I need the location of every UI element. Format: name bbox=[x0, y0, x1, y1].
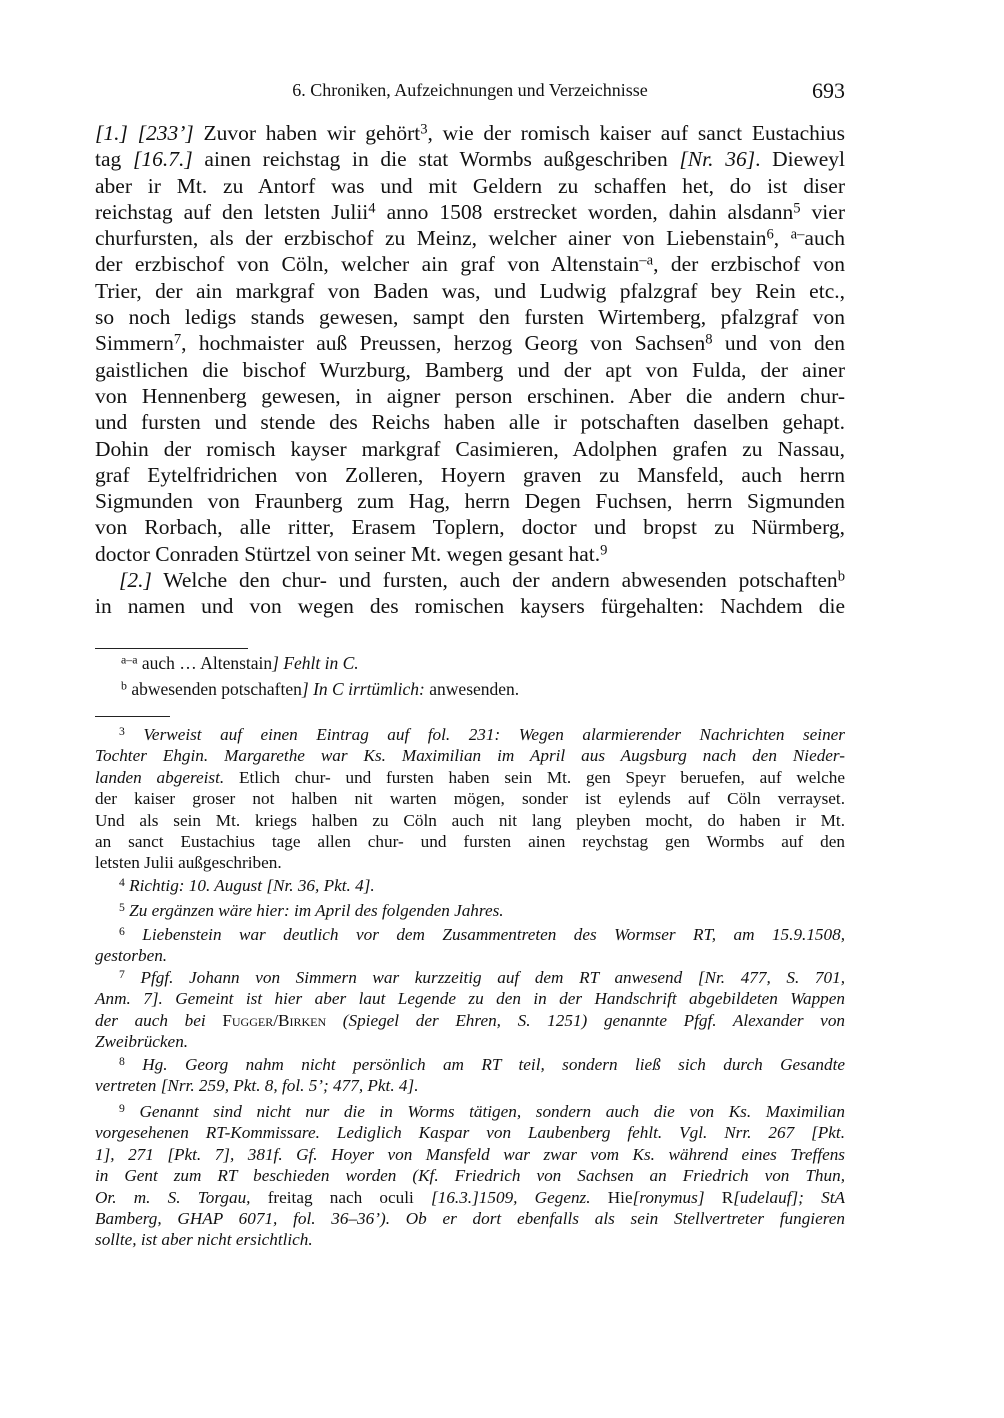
footnote-7 bbox=[95, 967, 845, 1053]
text-line bbox=[95, 745, 845, 766]
text-segment: Liebenstein war deutlich vor dem Zusammentreten des Wormser RT, am 15.9.1508, bbox=[142, 925, 846, 944]
text-segment: [16.7.] bbox=[132, 147, 193, 172]
text-segment: [ronymus] bbox=[632, 1187, 705, 1207]
text-segment: abwesenden potschaften bbox=[126, 679, 302, 699]
text-segment: churfursten, als der erzbischof zu Meinz, welcher ainer von Liebenstain bbox=[95, 226, 767, 251]
footnote-5 bbox=[95, 900, 845, 921]
note-reference: 4 bbox=[119, 875, 125, 889]
text-line bbox=[95, 488, 845, 514]
text-segment: Or. m. S. Torgau, bbox=[95, 1187, 251, 1207]
text-segment: Genannt sind nicht nur die in Worms tätigen, sondern auch die von Ks. Maximilian bbox=[139, 1102, 845, 1121]
note-reference: 3 bbox=[420, 121, 428, 138]
text-segment: und von den bbox=[712, 331, 846, 356]
text-segment: Bamberg, GHAP 6071, fol. 36–36’). Ob er dort ebenfalls als sein Stellvertreter fungieren bbox=[95, 1208, 845, 1228]
text-segment: graf Eytelfridrichen von Zolleren, Hoyern graven zu Mansfeld, auch herrn bbox=[95, 462, 845, 487]
text-line bbox=[95, 593, 845, 619]
text-segment: Und als sein Mt. kriegs halben zu Cöln auch nit lang pleyben mocht, do haben ir Mt. bbox=[95, 810, 845, 830]
text-line bbox=[95, 1101, 845, 1122]
text-line bbox=[95, 225, 845, 251]
text-line bbox=[95, 724, 845, 745]
text-segment: Trier, der ain markgraf von Baden was, und Ludwig pfalzgraf bey Rein etc., bbox=[95, 278, 845, 303]
text-segment: Richtig: 10. August [Nr. 36, Pkt. 4]. bbox=[129, 876, 375, 895]
note-reference: 9 bbox=[600, 542, 608, 559]
text-segment: ainen reichstag in die stat Wormbs außgeschriben bbox=[192, 147, 680, 172]
text-line bbox=[95, 945, 845, 966]
text-segment: so noch ledigs stands gewesen, sampt den fursten Wirtemberg, pfalzgraf von bbox=[95, 305, 845, 330]
text-line bbox=[95, 357, 845, 383]
text-segment: Tochter Ehgin. Margarethe war Ks. Maximilian im April aus Augsburg nach den Nieder- bbox=[95, 746, 845, 766]
note-reference: –a bbox=[639, 252, 654, 269]
text-line bbox=[95, 173, 845, 199]
text-line bbox=[95, 650, 845, 676]
text-line bbox=[95, 875, 845, 896]
text-line bbox=[95, 1165, 845, 1186]
text-line bbox=[95, 967, 845, 988]
text-line bbox=[95, 383, 845, 409]
text-segment: Verweist auf einen Eintrag auf fol. 231: Wegen alarmierender Nachrichten seiner bbox=[143, 725, 845, 744]
text-segment: von Rorbach, alle ritter, Erasem Toplern, doctor und bropst zu Nürmberg, bbox=[95, 515, 845, 540]
text-segment: vorgesehenen RT-Kommissare. Lediglich Kaspar von Laubenberg fehlt. Vgl. Nrr. 267 [Pkt. bbox=[95, 1123, 845, 1143]
note-reference: b bbox=[121, 678, 127, 693]
text-segment: 1], 271 [Pkt. 7], 381f. Gf. Hoyer von Mansfeld war zwar vom Ks. während eines Treffens bbox=[95, 1144, 845, 1164]
text-segment: R bbox=[704, 1187, 734, 1207]
note-reference: 7 bbox=[119, 967, 125, 981]
footnote-3 bbox=[95, 724, 845, 874]
note-reference: a– bbox=[790, 226, 805, 243]
text-line bbox=[95, 146, 845, 172]
text-line bbox=[95, 767, 845, 788]
note-reference: 5 bbox=[119, 900, 125, 914]
note-reference: 8 bbox=[705, 331, 713, 348]
text-line bbox=[95, 924, 845, 945]
note-reference: 8 bbox=[119, 1054, 125, 1068]
footnote-8 bbox=[95, 1054, 845, 1097]
footnote-6 bbox=[95, 924, 845, 967]
text-segment bbox=[125, 1055, 142, 1074]
text-segment: (Spiegel der Ehren, S. 1251) genannte Pfgf. Alexander von bbox=[326, 1010, 846, 1030]
text-segment: der kaiser groser not halben nit warten mögen, sonder ist eylends auf Cöln verrayset. bbox=[95, 789, 845, 809]
text-line bbox=[95, 120, 845, 146]
text-segment: [16.3.]1509, Gegenz. bbox=[431, 1187, 591, 1207]
text-line bbox=[95, 304, 845, 330]
text-segment: , der erzbischof von bbox=[653, 252, 846, 277]
critical-apparatus bbox=[95, 650, 845, 702]
text-segment: Pfgf. Johann von Simmern war kurzzeitig auf dem RT anwesend [Nr. 477, S. 701, bbox=[140, 968, 845, 987]
text-line bbox=[95, 330, 845, 356]
text-segment: [2.] bbox=[119, 568, 152, 593]
text-segment: Hie bbox=[590, 1187, 633, 1207]
text-segment: ] In C irrtümlich: bbox=[301, 679, 425, 699]
text-segment: . Dieweyl bbox=[755, 147, 845, 172]
text-segment: vertreten [Nrr. 259, Pkt. 8, fol. 5’; 477, Pkt. 4]. bbox=[95, 1076, 419, 1096]
page-number: 693 bbox=[812, 78, 845, 103]
text-segment: gestorben. bbox=[95, 946, 168, 966]
text-segment: [udelauf]; StA bbox=[733, 1187, 845, 1207]
text-line bbox=[95, 1010, 845, 1031]
text-line bbox=[95, 541, 845, 567]
text-line bbox=[95, 1054, 845, 1075]
text-segment: der auch bei bbox=[95, 1010, 223, 1030]
text-line bbox=[95, 1122, 845, 1143]
text-line bbox=[95, 900, 845, 921]
text-segment: in Gent zum RT beschieden worden (Kf. Friedrich von Sachsen an Friedrich von Thun, bbox=[95, 1166, 845, 1186]
note-reference: 5 bbox=[793, 200, 801, 217]
footnote-9 bbox=[95, 1101, 845, 1251]
text-line bbox=[95, 788, 845, 809]
text-segment: Zuvor haben wir gehört bbox=[193, 121, 421, 145]
text-line bbox=[95, 567, 845, 593]
text-line bbox=[95, 810, 845, 831]
note-reference: a–a bbox=[121, 652, 138, 667]
text-segment bbox=[125, 968, 141, 987]
text-segment: Zu ergänzen wäre hier: im April des folgenden Jahres. bbox=[129, 901, 504, 920]
text-line bbox=[95, 251, 845, 277]
text-segment: doctor Conraden Stürtzel von seiner Mt. wegen gesant hat. bbox=[95, 541, 601, 566]
text-line bbox=[95, 852, 845, 873]
text-segment: Hg. Georg nahm nicht persönlich am RT teil, sondern ließ sich durch Gesandte bbox=[142, 1055, 846, 1074]
text-line bbox=[95, 1208, 845, 1229]
text-segment: Dohin der romisch kayser markgraf Casimieren, Adolphen grafen zu Nassau, bbox=[95, 436, 845, 461]
text-segment bbox=[125, 725, 144, 744]
text-segment: Sigmunden von Fraunberg zum Hag, herrn Degen Fuchsen, herrn Sigmunden bbox=[95, 489, 845, 514]
note-reference: 4 bbox=[368, 200, 376, 217]
text-segment: Etlich chur- und fursten haben sein Mt. gen Speyr beruefen, auf welche bbox=[224, 767, 845, 787]
text-segment: in namen und von wegen des romischen kaysers fürgehalten: Nachdem die bbox=[95, 594, 845, 619]
text-line bbox=[95, 1144, 845, 1165]
note-reference: 3 bbox=[119, 724, 125, 738]
text-segment bbox=[125, 1102, 140, 1121]
text-line bbox=[95, 436, 845, 462]
text-segment: [Nr. 36] bbox=[679, 147, 756, 172]
text-line bbox=[95, 1075, 845, 1096]
note-reference: 6 bbox=[766, 226, 774, 243]
text-segment: , bbox=[773, 226, 791, 251]
text-line bbox=[95, 278, 845, 304]
footnote-rule bbox=[95, 716, 170, 717]
text-segment: Zweibrücken. bbox=[95, 1032, 189, 1052]
text-segment: und fursten und stende des Reichs haben alle ir potschaften daselben gehapt. bbox=[95, 410, 845, 435]
text-line bbox=[95, 1229, 845, 1250]
text-segment: sollte, ist aber nicht ersichtlich. bbox=[95, 1230, 313, 1250]
main-text bbox=[95, 120, 845, 620]
note-reference: 7 bbox=[173, 331, 182, 348]
text-segment: Anm. 7]. Gemeint ist hier aber laut Legende zu den in der Handschrift abgebildeten Wappen bbox=[95, 989, 845, 1009]
text-line bbox=[95, 988, 845, 1009]
critical-apparatus-rule bbox=[95, 648, 248, 649]
text-line bbox=[95, 462, 845, 488]
footnote-4 bbox=[95, 875, 845, 896]
text-segment: freitag nach oculi bbox=[250, 1187, 432, 1207]
text-segment bbox=[125, 925, 142, 944]
text-line bbox=[95, 1187, 845, 1208]
running-head: 6. Chroniken, Aufzeichnungen und Verzeichnisse bbox=[292, 80, 648, 100]
text-segment: aber ir Mt. zu Antorf was und mit Geldern zu schaffen het, do ist diser bbox=[95, 173, 845, 198]
text-segment: ] Fehlt in C. bbox=[272, 653, 359, 673]
text-segment: tag bbox=[95, 147, 133, 172]
text-line bbox=[95, 831, 845, 852]
note-reference: b bbox=[837, 568, 845, 585]
text-line bbox=[95, 676, 845, 702]
text-segment: gaistlichen die bischof Wurzburg, Bamberg und der apt von Fulda, der ainer bbox=[95, 357, 845, 382]
text-line bbox=[95, 409, 845, 435]
text-segment: der erzbischof von Cöln, welcher ain graf von Altenstain bbox=[95, 252, 640, 277]
text-segment: , hochmaister auß Preussen, herzog Georg von Sachsen bbox=[181, 331, 706, 356]
text-segment: Welche den chur- und fursten, auch der andern abwesenden potschaften bbox=[151, 568, 838, 593]
text-segment: auch … Altenstain bbox=[137, 653, 273, 673]
text-segment: auch bbox=[804, 226, 845, 251]
text-segment: Simmern bbox=[95, 331, 174, 356]
text-segment: an sanct Eustachius tage allen chur- und fursten ainen reychstag gen Wormbs auf den bbox=[95, 831, 845, 851]
text-segment: [1.] [233’] bbox=[95, 121, 194, 145]
text-segment: vier bbox=[800, 199, 845, 224]
text-line bbox=[95, 1031, 845, 1052]
text-segment: anwesenden. bbox=[424, 679, 520, 699]
text-segment: anno 1508 erstrecket worden, dahin alsdann bbox=[375, 199, 794, 224]
note-reference: 9 bbox=[119, 1101, 125, 1115]
text-line bbox=[95, 199, 845, 225]
text-segment: von Hennenberg gewesen, in aigner person erschinen. Aber die andern chur- bbox=[95, 383, 845, 408]
text-segment: , wie der romisch kaiser auf sanct Eustachius bbox=[427, 121, 845, 145]
note-reference: 6 bbox=[119, 924, 125, 938]
text-segment: Fugger/Birken bbox=[222, 1010, 327, 1030]
text-segment: reichstag auf den letsten Julii bbox=[95, 199, 369, 224]
text-segment: landen abgereist. bbox=[95, 767, 225, 787]
text-line bbox=[95, 514, 845, 540]
text-segment: letsten Julii außgeschriben. bbox=[95, 853, 282, 873]
